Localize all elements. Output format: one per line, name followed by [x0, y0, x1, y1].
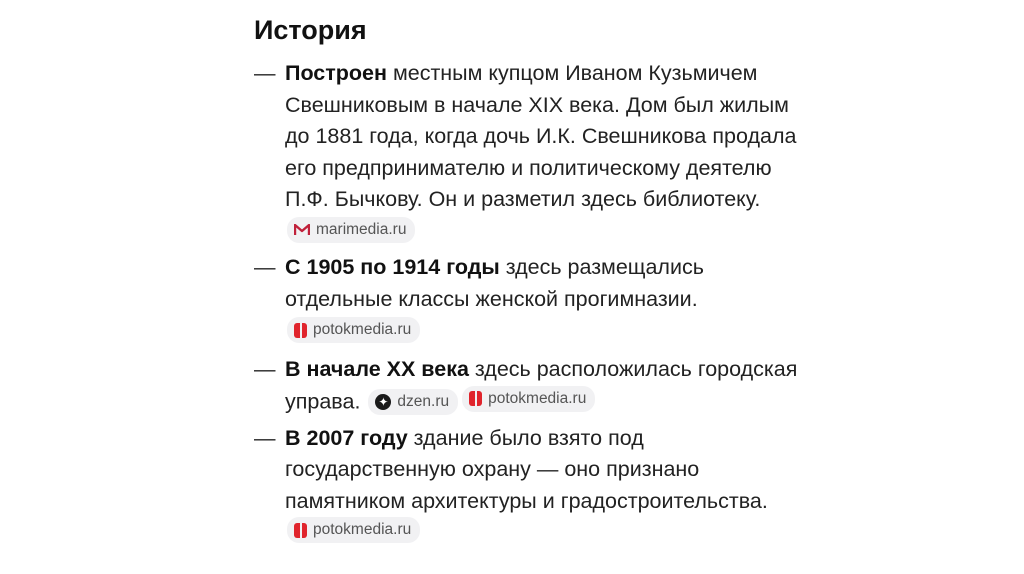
- source-chip-potokmedia[interactable]: [287, 517, 420, 543]
- item-bold-text: С 1905 по 1914 годы: [285, 255, 500, 279]
- potokmedia-logo-icon: [294, 523, 307, 538]
- item-bold-text: Построен: [285, 61, 387, 85]
- source-chip-label: potokmedia.ru: [313, 521, 412, 538]
- list-dash: —: [254, 61, 276, 85]
- history-item: [254, 354, 814, 418]
- history-item: [254, 423, 814, 550]
- item-text: здесь расположилась городская управа.: [285, 357, 798, 413]
- history-item: [254, 58, 814, 247]
- source-chip-dzen[interactable]: [368, 389, 458, 415]
- source-chip-label: potokmedia.ru: [488, 389, 587, 407]
- history-section: [254, 12, 814, 554]
- source-chip-potokmedia[interactable]: [287, 317, 420, 343]
- source-chip-marimedia[interactable]: [287, 217, 415, 243]
- dzen-logo-icon: ✦: [375, 394, 391, 410]
- history-item: [254, 252, 814, 349]
- potokmedia-logo-icon: [469, 391, 482, 406]
- list-dash: —: [254, 425, 276, 450]
- list-dash: —: [254, 357, 276, 381]
- source-chip-label: marimedia.ru: [316, 220, 407, 238]
- source-chip-label: dzen.ru: [397, 393, 450, 410]
- item-text: местным купцом Иваном Кузьмичем Свешниковым в начале XIX века. Дом был жилым до 1881 года, когда дочь И.К. Свешникова продала его предпринимателю и политическому деятелю П.Ф. Бычкову. Он и разметил здесь библиотеку.: [285, 61, 797, 211]
- item-text: здание было взято под государственную охрану — оно признано памятником архитектуры и градостроительства.: [285, 425, 768, 513]
- potokmedia-logo-icon: [294, 323, 307, 338]
- section-heading: История: [254, 15, 367, 45]
- item-bold-text: В начале XX века: [285, 357, 469, 381]
- source-chip-label: potokmedia.ru: [313, 321, 412, 338]
- item-bold-text: В 2007 году: [285, 425, 408, 450]
- source-chip-potokmedia[interactable]: [462, 386, 595, 412]
- list-dash: —: [254, 255, 276, 279]
- marimedia-logo-icon: [294, 224, 310, 236]
- item-text: здесь размещались отдельные классы женской прогимназии.: [285, 255, 704, 311]
